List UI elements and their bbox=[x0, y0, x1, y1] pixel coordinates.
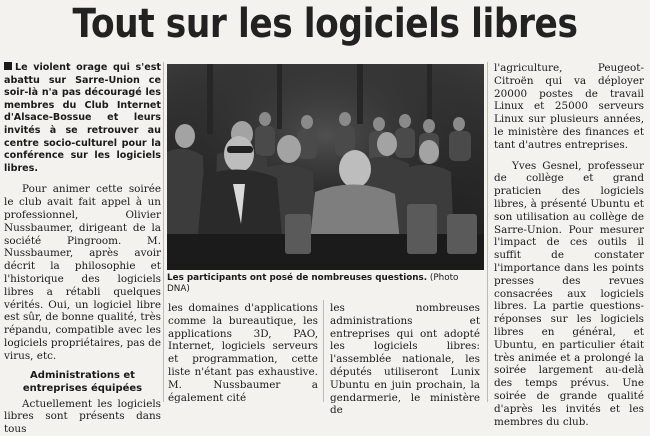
column-divider bbox=[163, 62, 164, 402]
article-paragraph: Pour animer cette soirée le club avait fait appel à un professionnel, Olivier Nussbaumer, dirigeant de la société Pingroom. M. Nussbaumer, après avoir décrit la philosophie et l'historique des logiciels libres a rétabli quelques vérités. Oui, un logiciel libre est sûr, de bonne qualité, très répandu, compatible avec les logiciels propriétaires, pas de virus, etc. bbox=[4, 183, 162, 362]
article-lead-text: Le violent orage qui s'est abattu sur Sarre-Union ce soir-là n'a pas découragé les membres du Club Internet d'Alsace-Bossue et leurs invités à se retrouver au centre socio-culturel pour la conférence sur les logiciels libres. bbox=[4, 62, 161, 174]
photo-caption-text: Les participants ont posé de nombreuses questions. bbox=[167, 273, 428, 283]
article-paragraph: les nombreuses administrations et entreprises qui ont adopté les logiciels libres: l'assemblée nationale, les députés utiliseront Lunix Ubuntu en juin prochain, la gendarmerie, le ministère de bbox=[330, 302, 480, 417]
photo-caption bbox=[167, 273, 484, 295]
article-paragraph: l'agriculture, Peugeot-Citroën qui va déployer 20000 postes de travail Linux et 25000 serveurs Linux sur plusieurs années, le ministère des finances et tant d'autres entreprises. bbox=[494, 62, 644, 151]
column-divider bbox=[323, 300, 324, 402]
article-column-3 bbox=[330, 302, 480, 417]
article-paragraph: Actuellement les logiciels libres sont présents dans tous bbox=[4, 397, 161, 436]
article-subheading: Administrations et entreprises équipées bbox=[22, 369, 143, 394]
article-column-2 bbox=[168, 302, 318, 404]
article-column-4 bbox=[494, 62, 644, 428]
article-headline: Tout sur les logiciels libres bbox=[72, 1, 578, 47]
article-paragraph: les domaines d'applications comme la bureautique, les applications 3D, PAO, Internet, logiciels serveurs et programmation, cette liste n'étant pas exhaustive. M. Nussbaumer a également cité bbox=[168, 302, 318, 404]
photo-credit: (Photo DNA) bbox=[167, 273, 459, 294]
article-column-1 bbox=[4, 62, 161, 436]
audience-photo bbox=[167, 64, 484, 270]
article-photo bbox=[167, 64, 484, 270]
article-paragraph: Yves Gesnel, professeur de collège et grand praticien des logiciels libres, à présenté Ubuntu et son utilisation au collège de Sarre-Union. Pour mesurer l'impact de ces outils il suffit de constater l'importance dans les points presses des revues consacrées aux logiciels libres. La partie questions-réponses sur les logiciels libres en général, et Ubuntu, en particulier était très animée et a prolongé la soirée largement au-delà des temps prévus. Une soirée de grande qualité d'après les invités et les membres du club. bbox=[494, 159, 644, 428]
column-divider bbox=[487, 62, 488, 402]
bullet-square-icon bbox=[4, 62, 12, 70]
article-lead bbox=[4, 62, 161, 175]
